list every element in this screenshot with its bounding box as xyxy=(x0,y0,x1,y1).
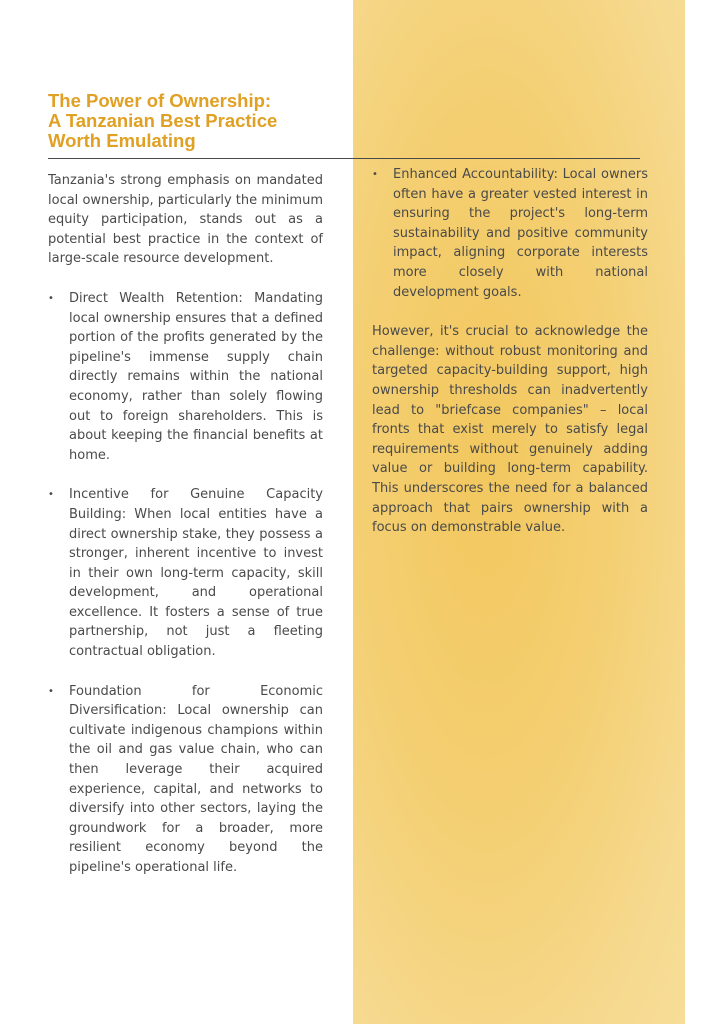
bullet-dot-icon: • xyxy=(48,489,54,501)
list-item-text: Foundation for Economic Diversification: Local ownership can cultivate indigenous champions within the oil and gas value chain, who can then leverage their acquired experience, capital, and networks to diversify into other sectors, laying the groundwork for a broader, more resilient economy beyond the pipeline's operational life. xyxy=(69,683,323,875)
conclusion-paragraph: However, it's crucial to acknowledge the challenge: without robust monitoring and targeted capacity-building support, high ownership thresholds can inadvertently lead to "briefcase companies" – local fronts that exist merely to satisfy legal requirements without genuinely adding value or building long-term capability. This underscores the need for a balanced approach that pairs ownership with a focus on demonstrable value. xyxy=(372,324,648,536)
title-divider xyxy=(48,158,640,159)
list-item-text: Incentive for Genuine Capacity Building: When local entities have a direct ownership stake, they possess a stronger, inherent incentive to invest in their own long-term capacity, skill development, and operational excellence. It fosters a sense of true partnership, not just a fleeting contractual obligation. xyxy=(69,487,323,660)
bullet-dot-icon: • xyxy=(372,169,378,180)
title-line-2: A Tanzanian Best Practice xyxy=(48,110,278,131)
left-column xyxy=(48,171,323,898)
list-item-text: Direct Wealth Retention: Mandating local ownership ensures that a defined portion of the profits generated by the pipeline's immense supply chain directly remains within the national economy, rather than solely flowing out to foreign shareholders. This is about keeping the financial benefits at home. xyxy=(69,290,323,463)
list-item xyxy=(48,682,323,878)
title-line-3: Worth Emulating xyxy=(48,130,196,151)
bullet-dot-icon: • xyxy=(48,685,54,697)
list-item xyxy=(48,289,323,465)
list-item xyxy=(372,165,648,302)
page-title xyxy=(48,91,348,151)
right-column xyxy=(372,165,648,538)
bullet-dot-icon: • xyxy=(48,292,54,304)
list-item xyxy=(48,485,323,661)
intro-paragraph: Tanzania's strong emphasis on mandated local ownership, particularly the minimum equity participation, stands out as a potential best practice in the context of large-scale resource development. xyxy=(48,173,323,267)
title-line-1: The Power of Ownership: xyxy=(48,90,272,111)
list-item-text: Enhanced Accountability: Local owners often have a greater vested interest in ensuring the project's long-term sustainability and positive community impact, aligning corporate interests more closely with national development goals. xyxy=(393,167,648,300)
bullet-list-left xyxy=(48,289,323,878)
bullet-list-right xyxy=(372,165,648,302)
